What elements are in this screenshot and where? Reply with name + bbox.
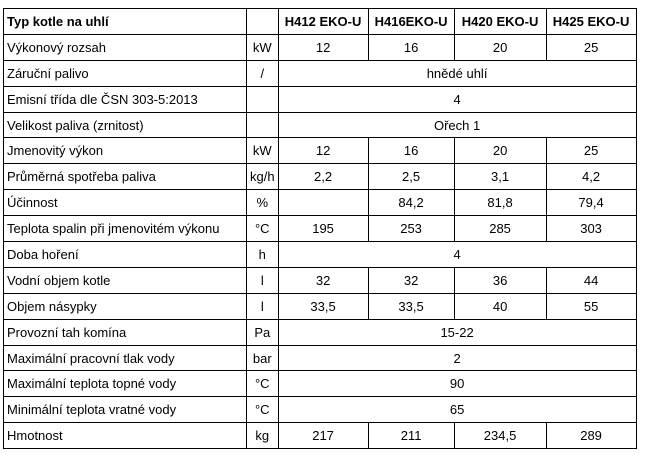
row-label: Hmotnost — [4, 423, 247, 449]
table-row — [4, 138, 637, 164]
row-unit — [247, 112, 279, 138]
row-label: Doba hoření — [4, 242, 247, 268]
row-merged-value: 65 — [278, 397, 636, 423]
row-value: 2,2 — [278, 164, 368, 190]
row-value: 195 — [278, 216, 368, 242]
row-value: 36 — [454, 267, 546, 293]
table-row — [4, 60, 637, 86]
row-label: Minimální teplota vratné vody — [4, 397, 247, 423]
row-label: Výkonový rozsah — [4, 34, 247, 60]
row-value: 3,1 — [454, 164, 546, 190]
row-label: Provozní tah komína — [4, 319, 247, 345]
row-value: 32 — [368, 267, 454, 293]
row-unit: h — [247, 242, 279, 268]
row-label: Velikost paliva (zrnitost) — [4, 112, 247, 138]
boiler-spec-table — [3, 8, 637, 449]
row-label: Emisní třída dle ČSN 303-5:2013 — [4, 86, 247, 112]
table-row — [4, 190, 637, 216]
boiler-spec-table-container — [3, 8, 637, 449]
row-value: 211 — [368, 423, 454, 449]
row-unit: kg/h — [247, 164, 279, 190]
row-unit: Pa — [247, 319, 279, 345]
row-merged-value: 15-22 — [278, 319, 636, 345]
row-value: 217 — [278, 423, 368, 449]
row-unit: kg — [247, 423, 279, 449]
row-value: 289 — [546, 423, 636, 449]
row-label: Jmenovitý výkon — [4, 138, 247, 164]
table-row — [4, 112, 637, 138]
row-label: Teplota spalin při jmenovitém výkonu — [4, 216, 247, 242]
row-value: 33,5 — [368, 293, 454, 319]
row-value: 234,5 — [454, 423, 546, 449]
row-unit: bar — [247, 345, 279, 371]
table-row — [4, 371, 637, 397]
row-label: Objem násypky — [4, 293, 247, 319]
row-unit: l — [247, 293, 279, 319]
row-value: 20 — [454, 34, 546, 60]
row-unit: kW — [247, 34, 279, 60]
table-row — [4, 164, 637, 190]
row-value: 79,4 — [546, 190, 636, 216]
table-body — [4, 9, 637, 449]
row-value: 25 — [546, 138, 636, 164]
row-merged-value: 4 — [278, 242, 636, 268]
row-unit: / — [247, 60, 279, 86]
row-value: 285 — [454, 216, 546, 242]
row-value: 12 — [278, 34, 368, 60]
row-value: 16 — [368, 34, 454, 60]
table-row — [4, 267, 637, 293]
row-value: 84,2 — [368, 190, 454, 216]
table-row — [4, 293, 637, 319]
row-value: 4,2 — [546, 164, 636, 190]
row-value: 81,8 — [454, 190, 546, 216]
table-row — [4, 86, 637, 112]
table-row — [4, 242, 637, 268]
row-value: 20 — [454, 138, 546, 164]
row-unit: °C — [247, 397, 279, 423]
row-value: 2,5 — [368, 164, 454, 190]
row-value: 16 — [368, 138, 454, 164]
row-value: 32 — [278, 267, 368, 293]
row-merged-value: 4 — [278, 86, 636, 112]
header-model-h425: H425 EKO-U — [546, 9, 636, 35]
table-row — [4, 34, 637, 60]
row-unit: kW — [247, 138, 279, 164]
table-row — [4, 397, 637, 423]
row-merged-value: 90 — [278, 371, 636, 397]
header-type-label: Typ kotle na uhlí — [4, 9, 247, 35]
row-unit: % — [247, 190, 279, 216]
row-value: 25 — [546, 34, 636, 60]
row-value: 40 — [454, 293, 546, 319]
table-row — [4, 319, 637, 345]
row-merged-value: Ořech 1 — [278, 112, 636, 138]
row-unit: °C — [247, 371, 279, 397]
header-unit — [247, 9, 279, 35]
row-label: Maximální pracovní tlak vody — [4, 345, 247, 371]
row-merged-value: 2 — [278, 345, 636, 371]
header-model-h420: H420 EKO-U — [454, 9, 546, 35]
row-merged-value: hnědé uhlí — [278, 60, 636, 86]
row-label: Maximální teplota topné vody — [4, 371, 247, 397]
row-value: 303 — [546, 216, 636, 242]
row-unit: °C — [247, 216, 279, 242]
row-label: Vodní objem kotle — [4, 267, 247, 293]
row-value: 33,5 — [278, 293, 368, 319]
row-value: 12 — [278, 138, 368, 164]
row-label: Záruční palivo — [4, 60, 247, 86]
header-model-h416: H416EKO-U — [368, 9, 454, 35]
row-value: 44 — [546, 267, 636, 293]
row-value: 253 — [368, 216, 454, 242]
row-value — [278, 190, 368, 216]
header-model-h412: H412 EKO-U — [278, 9, 368, 35]
row-label: Účinnost — [4, 190, 247, 216]
table-row — [4, 423, 637, 449]
row-unit — [247, 86, 279, 112]
row-label: Průměrná spotřeba paliva — [4, 164, 247, 190]
row-unit: l — [247, 267, 279, 293]
table-row — [4, 345, 637, 371]
table-row — [4, 216, 637, 242]
row-value: 55 — [546, 293, 636, 319]
table-header-row — [4, 9, 637, 35]
